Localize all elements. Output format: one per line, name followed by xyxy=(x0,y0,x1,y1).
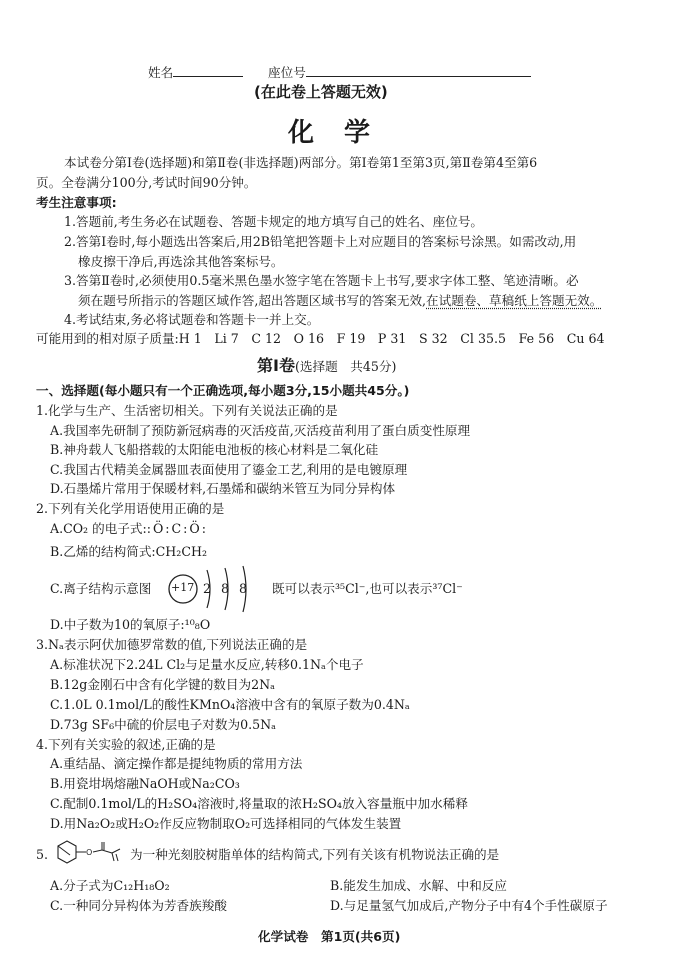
q2-option-c xyxy=(50,580,151,598)
q3-option-b: B.12g金刚石中含有化学键的数目为2Nₐ xyxy=(50,677,275,692)
note-1: 1.答题前,考生务必在试题卷、答题卡规定的地方填写自己的姓名、座位号。 xyxy=(64,214,484,229)
q5-option-d: D.与足量氢气加成后,产物分子中有4个手性碳原子 xyxy=(330,898,608,913)
seat-field xyxy=(268,62,531,82)
monomer-structure-diagram xyxy=(50,834,130,868)
atomic-masses: 可能用到的相对原子质量:H 1 Li 7 C 12 O 16 F 19 P 31 S 32 Cl 35.5 Fe 56 Cu 64 xyxy=(36,331,605,346)
page-title: 化 学 xyxy=(288,118,373,148)
q3-stem: 3.Nₐ表示阿伏加德罗常数的值,下列说法正确的是 xyxy=(36,637,308,652)
intro-line-2: 页。全卷满分100分,考试时间90分钟。 xyxy=(36,175,257,190)
seat-label: 座位号 xyxy=(268,65,306,80)
q1-option-a: A.我国率先研制了预防新冠病毒的灭活疫苗,灭活疫苗利用了蛋白质变性原理 xyxy=(50,423,471,438)
q2-option-c-label: C.离子结构示意图 xyxy=(50,581,152,596)
q1-option-c: C.我国古代精美金属器皿表面使用了鎏金工艺,利用的是电镀原理 xyxy=(50,462,408,477)
q2-option-a-label: A.CO₂ 的电子式: xyxy=(50,521,147,536)
q4-option-b: B.用瓷坩埚熔融NaOH或Na₂CO₃ xyxy=(50,776,240,791)
q3-option-c: C.1.0L 0.1mol/L的酸性KMnO₄溶液中含有的氧原子数为0.4Nₐ xyxy=(50,697,410,712)
q4-option-c: C.配制0.1mol/L的H₂SO₄溶液时,将量取的浓H₂SO₄放入容量瓶中加水稀释 xyxy=(50,796,468,811)
part1-title xyxy=(257,353,396,376)
q3-option-a: A.标准状况下2.24L Cl₂与足量水反应,转移0.1Nₐ个电子 xyxy=(50,657,364,672)
q2-option-a xyxy=(50,520,208,538)
note-2-cont: 橡皮擦干净后,再选涂其他答案标号。 xyxy=(78,254,284,269)
name-blank xyxy=(173,62,243,77)
q2-option-b: B.乙烯的结构简式:CH₂CH₂ xyxy=(50,544,207,559)
q2-stem: 2.下列有关化学用语使用正确的是 xyxy=(36,501,225,516)
ion-nucleus-charge: +17 xyxy=(171,581,195,594)
seat-blank xyxy=(306,62,531,77)
q1-option-b: B.神舟载人飞船搭载的太阳能电池板的核心材料是二氧化硅 xyxy=(50,442,379,457)
q1-stem: 1.化学与生产、生活密切相关。下列有关说法正确的是 xyxy=(36,403,338,418)
co2-electron-formula: :Ö:C:Ö: xyxy=(146,521,208,536)
note-3-cont xyxy=(78,292,602,310)
note-2: 2.答第Ⅰ卷时,每小题选出答案后,用2B铅笔把答题卡上对应题目的答案标号涂黑。如需改动,用 xyxy=(64,234,577,249)
note-3-text: 须在题号所指示的答题区域作答,超出答题区域书写的答案无效, xyxy=(78,293,427,308)
part1-label: 第Ⅰ卷 xyxy=(257,356,295,375)
name-label: 姓名 xyxy=(148,65,174,80)
q5-stem: 为一种光刻胶树脂单体的结构简式,下列有关该有机物说法正确的是 xyxy=(130,847,500,862)
section1-heading: 一、选择题(每小题只有一个正确选项,每小题3分,15小题共45分。) xyxy=(36,383,410,398)
note-4: 4.考试结束,务必将试题卷和答题卡一并上交。 xyxy=(64,312,320,327)
q5-option-b: B.能发生加成、水解、中和反应 xyxy=(330,878,507,893)
ion-electron-shells: 2 8 8 xyxy=(203,581,251,596)
q1-option-d: D.石墨烯片常用于保暖材料,石墨烯和碳纳米管互为同分异构体 xyxy=(50,481,396,496)
note-3-emphasis: 在试题卷、草稿纸上答题无效。 xyxy=(426,293,603,308)
note-3: 3.答第Ⅱ卷时,必须使用0.5毫米黑色墨水签字笔在答题卡上书写,要求字体工整、笔迹清晰。必 xyxy=(64,273,579,288)
page-footer: 化学试卷 第1页(共6页) xyxy=(258,929,401,944)
q4-stem: 4.下列有关实验的叙述,正确的是 xyxy=(36,737,216,752)
q3-option-d: D.73g SF₆中硫的价层电子对数为0.5Nₐ xyxy=(50,717,276,732)
answer-invalid-notice: (在此卷上答题无效) xyxy=(254,83,388,101)
q2-option-c-text: 既可以表示³⁵Cl⁻,也可以表示³⁷Cl⁻ xyxy=(272,581,463,596)
q2-option-d: D.中子数为10的氧原子:¹⁰₈O xyxy=(50,617,211,632)
svg-text:O: O xyxy=(86,848,93,857)
q4-option-a: A.重结晶、滴定操作都是提纯物质的常用方法 xyxy=(50,756,303,771)
q5-option-c: C.一种同分异构体为芳香族羧酸 xyxy=(50,898,227,913)
intro-line-1: 本试卷分第Ⅰ卷(选择题)和第Ⅱ卷(非选择题)两部分。第Ⅰ卷第1至第3页,第Ⅱ卷第4至第6 xyxy=(64,155,538,170)
q5-option-a: A.分子式为C₁₂H₁₈O₂ xyxy=(50,878,170,893)
part1-sub: (选择题 共45分) xyxy=(294,359,397,374)
name-field xyxy=(148,62,243,82)
notes-title: 考生注意事项: xyxy=(36,195,117,210)
q4-option-d: D.用Na₂O₂或H₂O₂作反应物制取O₂可选择相同的气体发生装置 xyxy=(50,816,402,831)
q5-number: 5. xyxy=(36,847,49,862)
